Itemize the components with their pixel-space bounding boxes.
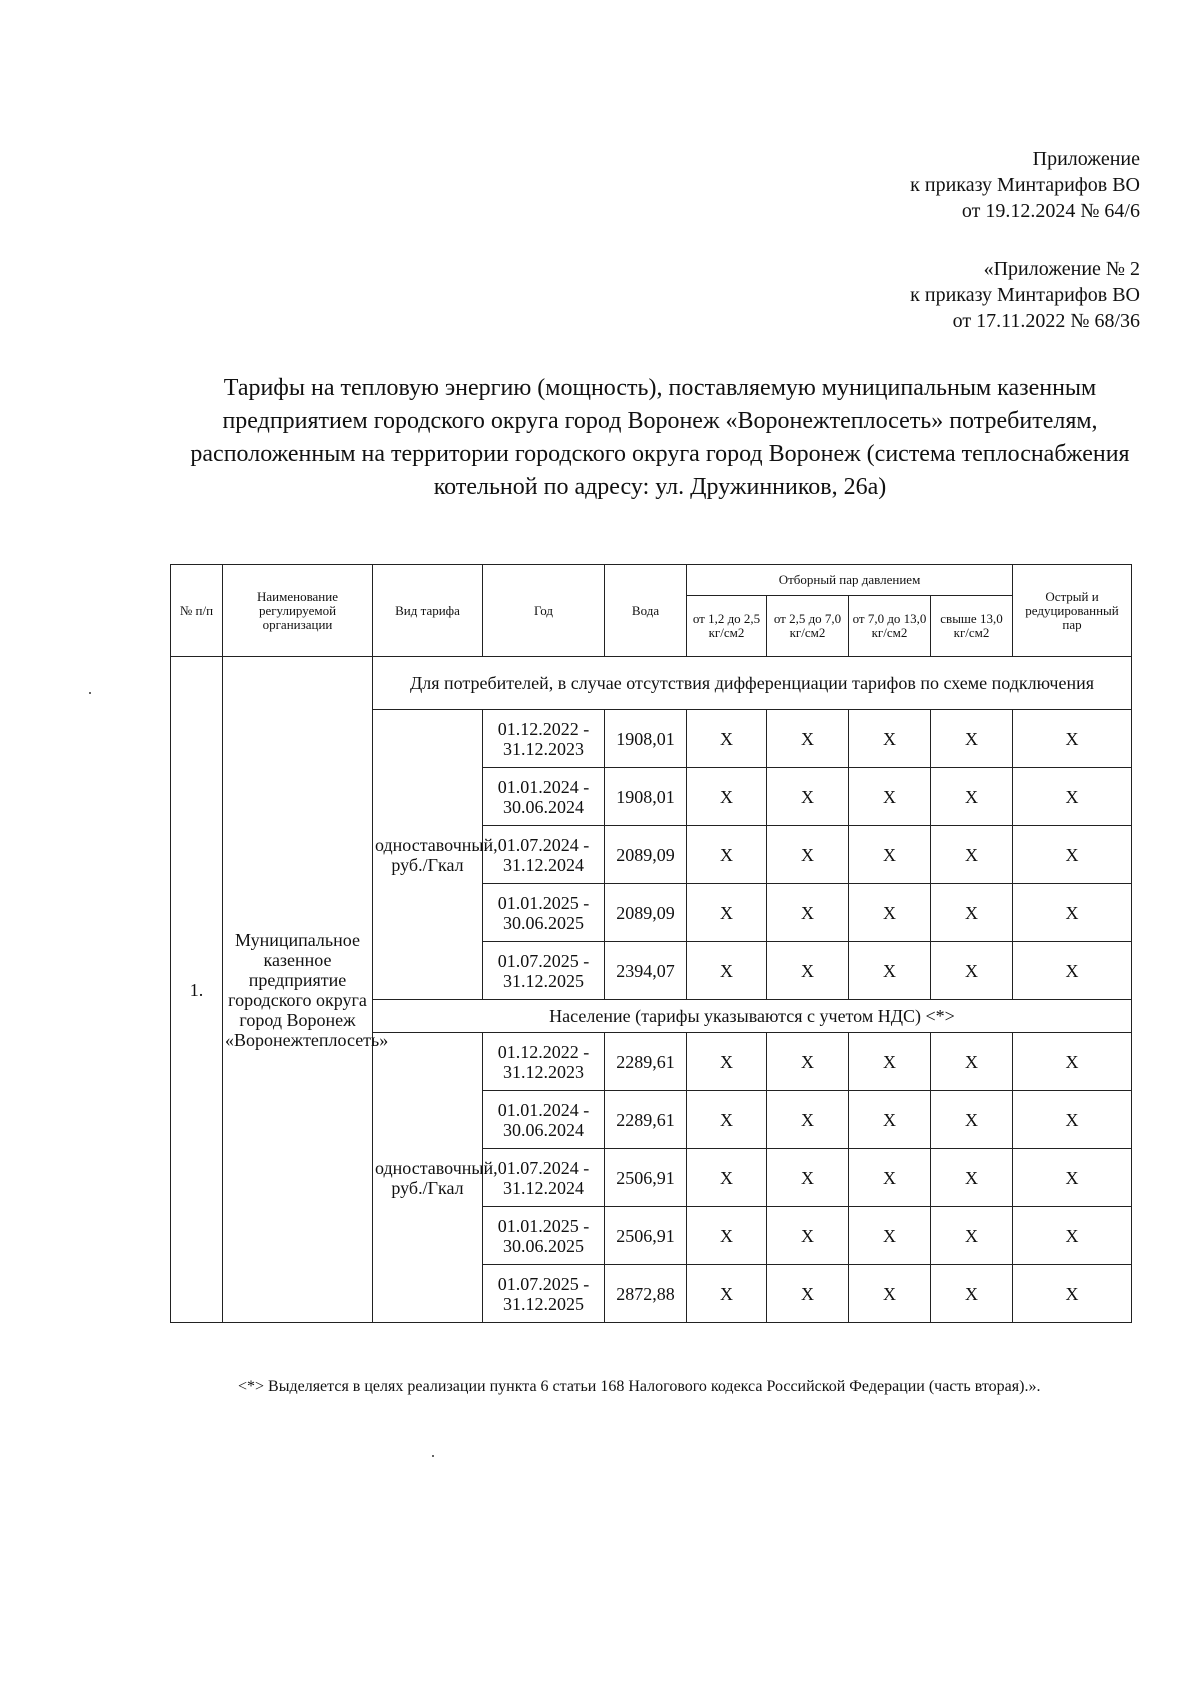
tariff-type-cell: одноставочный, руб./Гкал [373, 1033, 483, 1323]
not-applicable-cell: Х [687, 884, 767, 942]
water-tariff-cell: 2394,07 [605, 942, 687, 1000]
section-row [171, 657, 1132, 710]
section-heading: Население (тарифы указываются с учетом НДС) <*> [373, 1000, 1132, 1033]
header-sharp-steam: Острый и редуцированный пар [1013, 565, 1132, 657]
original-order-date: от 17.11.2022 № 68/36 [952, 310, 1140, 332]
water-tariff-cell: 2506,91 [605, 1149, 687, 1207]
not-applicable-cell: Х [849, 1033, 931, 1091]
footnote: <*> Выделяется в целях реализации пункта 6 статьи 168 Налогового кодекса Российской Федерации (часть вторая).». [238, 1378, 1041, 1395]
water-tariff-cell: 2289,61 [605, 1091, 687, 1149]
not-applicable-cell: Х [767, 1265, 849, 1323]
not-applicable-cell: Х [767, 884, 849, 942]
header-water: Вода [605, 565, 687, 657]
header-steam-2: от 2,5 до 7,0 кг/см2 [767, 596, 849, 657]
appendix-label: Приложение [1032, 148, 1140, 170]
not-applicable-cell: Х [687, 1207, 767, 1265]
water-tariff-cell: 2089,09 [605, 884, 687, 942]
not-applicable-cell: Х [687, 768, 767, 826]
year-cell: 01.12.2022 - 31.12.2023 [483, 710, 605, 768]
not-applicable-cell: Х [931, 1149, 1013, 1207]
not-applicable-cell: Х [1013, 1149, 1132, 1207]
year-cell: 01.01.2024 - 30.06.2024 [483, 1091, 605, 1149]
not-applicable-cell: Х [1013, 884, 1132, 942]
header-org: Наименование регулируемой организации [223, 565, 373, 657]
not-applicable-cell: Х [849, 942, 931, 1000]
not-applicable-cell: Х [767, 710, 849, 768]
header-steam-4: свыше 13,0 кг/см2 [931, 596, 1013, 657]
not-applicable-cell: Х [687, 942, 767, 1000]
water-tariff-cell: 2289,61 [605, 1033, 687, 1091]
appendix-order-date: от 19.12.2024 № 64/6 [961, 200, 1140, 222]
year-cell: 01.07.2025 - 31.12.2025 [483, 1265, 605, 1323]
organization-cell: Муниципальное казенное предприятие городского округа город Воронеж «Воронежтеплосеть» [223, 657, 373, 1323]
not-applicable-cell: Х [687, 1265, 767, 1323]
not-applicable-cell: Х [1013, 826, 1132, 884]
water-tariff-cell: 1908,01 [605, 768, 687, 826]
not-applicable-cell: Х [1013, 710, 1132, 768]
not-applicable-cell: Х [767, 942, 849, 1000]
not-applicable-cell: Х [1013, 768, 1132, 826]
not-applicable-cell: Х [767, 1033, 849, 1091]
appendix-header [910, 146, 1140, 224]
not-applicable-cell: Х [849, 884, 931, 942]
year-cell: 01.12.2022 - 31.12.2023 [483, 1033, 605, 1091]
section-heading: Для потребителей, в случае отсутствия дифференциации тарифов по схеме подключения [373, 657, 1132, 710]
year-cell: 01.07.2025 - 31.12.2025 [483, 942, 605, 1000]
not-applicable-cell: Х [931, 826, 1013, 884]
not-applicable-cell: Х [931, 884, 1013, 942]
not-applicable-cell: Х [687, 826, 767, 884]
not-applicable-cell: Х [687, 1091, 767, 1149]
not-applicable-cell: Х [767, 1091, 849, 1149]
not-applicable-cell: Х [931, 1033, 1013, 1091]
header-year: Год [483, 565, 605, 657]
original-appendix-header [910, 256, 1140, 334]
header-steam-group: Отборный пар давлением [687, 565, 1013, 596]
row-number-cell: 1. [171, 657, 223, 1323]
tariff-table [170, 564, 1132, 1323]
not-applicable-cell: Х [849, 1207, 931, 1265]
tariff-type-cell: одноставочный, руб./Гкал [373, 710, 483, 1000]
not-applicable-cell: Х [849, 768, 931, 826]
not-applicable-cell: Х [687, 710, 767, 768]
not-applicable-cell: Х [849, 710, 931, 768]
water-tariff-cell: 1908,01 [605, 710, 687, 768]
not-applicable-cell: Х [931, 942, 1013, 1000]
scan-speck [89, 692, 91, 694]
not-applicable-cell: Х [687, 1033, 767, 1091]
header-num: № п/п [171, 565, 223, 657]
not-applicable-cell: Х [931, 1207, 1013, 1265]
water-tariff-cell: 2872,88 [605, 1265, 687, 1323]
not-applicable-cell: Х [849, 1091, 931, 1149]
original-order-ref: к приказу Минтарифов ВО [910, 284, 1140, 306]
year-cell: 01.01.2025 - 30.06.2025 [483, 1207, 605, 1265]
not-applicable-cell: Х [931, 710, 1013, 768]
not-applicable-cell: Х [767, 826, 849, 884]
header-steam-3: от 7,0 до 13,0 кг/см2 [849, 596, 931, 657]
header-tariff-type: Вид тарифа [373, 565, 483, 657]
year-cell: 01.07.2024 - 31.12.2024 [483, 1149, 605, 1207]
not-applicable-cell: Х [931, 768, 1013, 826]
not-applicable-cell: Х [1013, 1091, 1132, 1149]
not-applicable-cell: Х [1013, 1033, 1132, 1091]
scan-speck [432, 1455, 434, 1457]
original-appendix-label: «Приложение № 2 [983, 258, 1140, 280]
not-applicable-cell: Х [1013, 1207, 1132, 1265]
not-applicable-cell: Х [849, 826, 931, 884]
not-applicable-cell: Х [767, 1149, 849, 1207]
not-applicable-cell: Х [1013, 942, 1132, 1000]
year-cell: 01.01.2024 - 30.06.2024 [483, 768, 605, 826]
year-cell: 01.01.2025 - 30.06.2025 [483, 884, 605, 942]
not-applicable-cell: Х [1013, 1265, 1132, 1323]
year-cell: 01.07.2024 - 31.12.2024 [483, 826, 605, 884]
not-applicable-cell: Х [849, 1149, 931, 1207]
not-applicable-cell: Х [767, 768, 849, 826]
not-applicable-cell: Х [931, 1265, 1013, 1323]
not-applicable-cell: Х [849, 1265, 931, 1323]
appendix-order-ref: к приказу Минтарифов ВО [910, 174, 1140, 196]
not-applicable-cell: Х [767, 1207, 849, 1265]
document-title: Тарифы на тепловую энергию (мощность), поставляемую муниципальным казенным предприятием городского округа город Воронеж «Воронежтеплосеть» потребителям, расположенным на территории городского округа город Воронеж (система теплоснабжения котельной по адресу: ул. Дружинников, 26а) [190, 375, 1130, 500]
header-steam-1: от 1,2 до 2,5 кг/см2 [687, 596, 767, 657]
water-tariff-cell: 2506,91 [605, 1207, 687, 1265]
not-applicable-cell: Х [931, 1091, 1013, 1149]
water-tariff-cell: 2089,09 [605, 826, 687, 884]
not-applicable-cell: Х [687, 1149, 767, 1207]
